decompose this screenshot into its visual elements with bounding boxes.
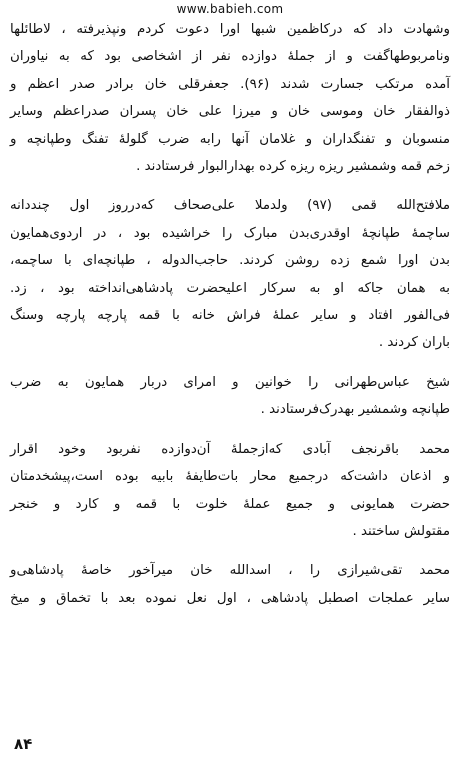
- text-line: مقتولش ساختند .: [352, 523, 450, 539]
- text-line: محمد باقرنجف آبادی که‌ازجملهٔ آن‌دوازده نفربود وخود اقرار: [10, 441, 450, 457]
- text-line: باران کردند .: [378, 335, 450, 351]
- text-line: به همان جاکه او به سرکار اعلیحضرت پادشاهی‌انداخته بود ، زد.: [10, 280, 450, 296]
- paragraph: [10, 192, 450, 356]
- text-line: ملافتح‌الله قمی (۹۷) ولدملا علی‌صحاف که‌درروز اول چنددانه: [10, 198, 450, 214]
- text-line: آمده مرتکب جسارت شدند (۹۶). جعفرقلی خان برادر صدر اعظم و: [10, 76, 451, 92]
- text-line: فی‌الفور افتاد و سایر عملهٔ فراش خانه با قمه پارچه پارچه وسنگ: [10, 308, 450, 324]
- text-line: بدن اورا شمع زده روشن کردند. حاجب‌الدوله ، طپانچه‌ای با ساچمه،: [10, 253, 450, 269]
- site-url: www.babieh.com: [176, 2, 284, 16]
- text-line: منسوبان و تفنگداران و غلامان آنها رابه ضرب گلولهٔ تفنگ وطپانچه و: [10, 131, 450, 147]
- text-line: محمد تقی‌شیرازی را ، اسدالله خان میرآخور خاصهٔ پادشاهی‌و: [10, 563, 450, 579]
- text-line: و اذعان داشت‌که درجمیع محار بات‌طایفهٔ بابیه بوده است،پیشخدمتان: [10, 469, 450, 485]
- text-line: حضرت همایونی و جمیع عملهٔ خلوت با قمه و کارد و خنجر: [10, 496, 450, 512]
- paragraph: [10, 369, 450, 424]
- paragraph: [10, 557, 450, 612]
- paragraph: [10, 436, 450, 546]
- text-line: وشهادت داد که درکاظمین شبها اورا دعوت کردم ونپذیرفته ، لاطائلها: [10, 22, 450, 37]
- paragraph: [10, 16, 450, 180]
- text-line: ونامربوطهاگفت و از جملهٔ دوازده نفر از اشخاصی بود که به نیاوران: [10, 49, 450, 65]
- text-line: سایر عملجات اصطبل پادشاهی ، اول نعل نموده بعد با تخماق و میخ: [10, 590, 450, 606]
- body-text: [10, 16, 450, 624]
- text-line: ذوالفقار خان وموسی خان و میرزا علی خان پسران صدراعظم وسایر: [10, 104, 450, 120]
- text-line: طپانچه وشمشیر بهدرک‌فرستادند .: [260, 402, 450, 418]
- text-line: ساچمهٔ طپانچهٔ اوقدری‌بدن مبارک را خراشیده بود ، در اردوی‌همایون: [10, 225, 450, 241]
- text-line: شیخ عباس‌طهرانی را خوانین و امرای دربار همایون به ضرب: [10, 374, 450, 390]
- text-line: زخم قمه وشمشیر ریزه ریزه کرده بهدارالبوار فرستادند .: [136, 159, 450, 175]
- page-number: ۸۴: [14, 735, 33, 753]
